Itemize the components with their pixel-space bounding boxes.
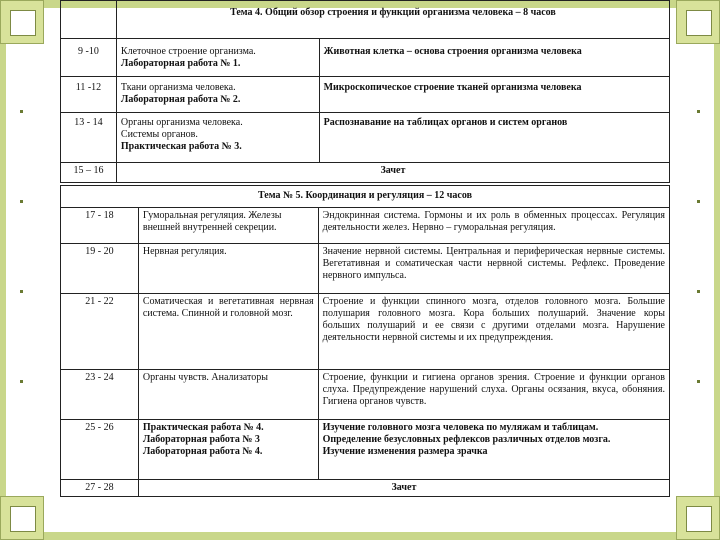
frame-edge-bottom [0, 532, 720, 540]
table-row [61, 113, 670, 163]
topic-cell [116, 77, 319, 113]
content-line: Изучение изменения размера зрачка [322, 446, 488, 457]
topic-line: Клеточное строение организма. [120, 46, 256, 57]
table-row [61, 420, 670, 480]
hours-cell: 17 - 18 [61, 208, 139, 244]
frame-dot-icon [697, 290, 700, 293]
hours-cell: 15 – 16 [61, 163, 117, 183]
table-row [61, 480, 670, 497]
header-empty-cell [61, 1, 117, 39]
topic-line: Практическая работа № 3. [120, 141, 242, 152]
content-cell: Зачет [116, 163, 669, 183]
frame-dot-icon [697, 110, 700, 113]
topic-line: Лабораторная работа № 2. [120, 94, 241, 105]
hours-cell: 27 - 28 [61, 480, 139, 497]
content-cell: Микроскопическое строение тканей организма человека [319, 77, 669, 113]
frame-corner-icon [676, 0, 720, 44]
frame-dot-icon [20, 200, 23, 203]
section2-table [60, 185, 670, 497]
frame-dot-icon [20, 110, 23, 113]
frame-dot-icon [697, 380, 700, 383]
table-row [61, 163, 670, 183]
table-row [61, 39, 670, 77]
topic-line: Лабораторная работа № 1. [120, 58, 241, 69]
topic-cell: Органы чувств. Анализаторы [138, 370, 318, 420]
frame-dot-icon [697, 200, 700, 203]
content-cell: Строение и функции спинного мозга, отделов головного мозга. Большие полушария головного мозга. Кора больших полушарий. Значение коры больших полушарий и ее связи с другими отделами мозга. Нарушение деятельности нервной системы и их предупреждения. [318, 294, 669, 370]
content-cell: Распознавание на таблицах органов и систем органов [319, 113, 669, 163]
frame-edge-left [0, 0, 6, 540]
table-row [61, 77, 670, 113]
section2-title: Тема № 5. Координация и регуляция – 12 часов [61, 186, 670, 208]
content-line: Изучение головного мозга человека по муляжам и таблицам. [322, 422, 599, 433]
hours-cell: 11 -12 [61, 77, 117, 113]
content-cell: Эндокринная система. Гормоны и их роль в обменных процессах. Регуляция деятельности желез. Нервно – гуморальная регуляция. [318, 208, 669, 244]
content-cell: Строение, функции и гигиена органов зрения. Строение и функции органов слуха. Предупреждение нарушений слуха. Органы осязания, вкуса, обоняния. Гигиена органов чувств. [318, 370, 669, 420]
topic-cell: Нервная регуляция. [138, 244, 318, 294]
hours-cell: 23 - 24 [61, 370, 139, 420]
table-row [61, 370, 670, 420]
topic-line: Лабораторная работа № 3 [142, 434, 260, 445]
table-row [61, 294, 670, 370]
topic-cell: Соматическая и вегетативная нервная система. Спинной и головной мозг. [138, 294, 318, 370]
section1-table [60, 0, 670, 183]
hours-cell: 25 - 26 [61, 420, 139, 480]
frame-edge-right [714, 0, 720, 540]
table-row [61, 208, 670, 244]
table-row [61, 244, 670, 294]
topic-line: Практическая работа № 4. [142, 422, 264, 433]
section1-title: Тема 4. Общий обзор строения и функций организма человека – 8 часов [116, 1, 669, 39]
topic-line: Ткани организма человека. [120, 82, 236, 93]
frame-corner-icon [676, 496, 720, 540]
section2-header-row [61, 186, 670, 208]
section1-header-row [61, 1, 670, 39]
frame-corner-icon [0, 496, 44, 540]
topic-line: Органы организма человека. [120, 117, 243, 128]
content-cell: Значение нервной системы. Центральная и периферическая нервные системы. Вегетативная и соматическая части нервной системы. Рефлекс. Проведение нервного импульса. [318, 244, 669, 294]
topic-cell [138, 420, 318, 480]
frame-dot-icon [20, 380, 23, 383]
hours-cell: 19 - 20 [61, 244, 139, 294]
topic-line: Лабораторная работа № 4. [142, 446, 263, 457]
topic-cell: Гуморальная регуляция. Железы внешней внутренней секреции. [138, 208, 318, 244]
frame-dot-icon [20, 290, 23, 293]
content-cell [318, 420, 669, 480]
hours-cell: 9 -10 [61, 39, 117, 77]
topic-cell [116, 39, 319, 77]
content-cell: Зачет [138, 480, 669, 497]
hours-cell: 21 - 22 [61, 294, 139, 370]
content-line: Определение безусловных рефлексов различных отделов мозга. [322, 434, 611, 445]
frame-corner-icon [0, 0, 44, 44]
topic-line: Системы органов. [120, 129, 198, 140]
hours-cell: 13 - 14 [61, 113, 117, 163]
topic-cell [116, 113, 319, 163]
content-cell: Животная клетка – основа строения организма человека [319, 39, 669, 77]
